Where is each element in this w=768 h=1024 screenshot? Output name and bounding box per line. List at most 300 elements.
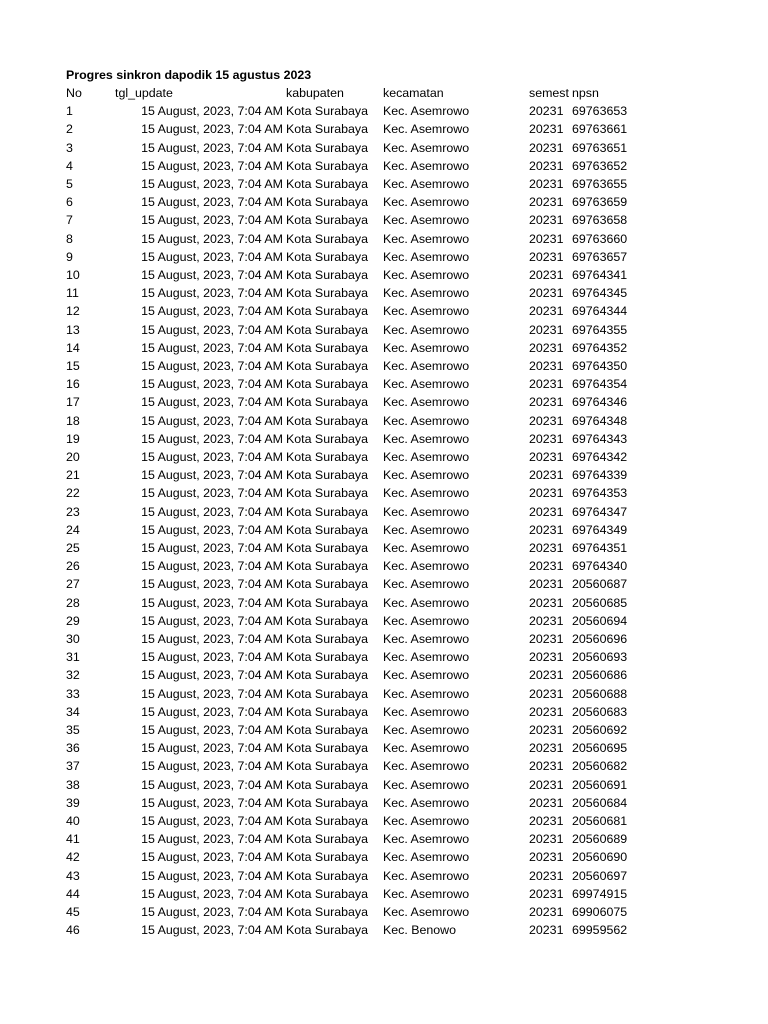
cell-tgl-update: 15 August, 2023, 7:04 AM bbox=[141, 249, 283, 264]
cell-npsn: 20560696 bbox=[572, 632, 628, 646]
cell-npsn: 69764340 bbox=[572, 559, 628, 574]
cell-npsn: 69764351 bbox=[572, 541, 628, 555]
cell-semester: 20231 bbox=[529, 613, 564, 628]
cell-semester: 20231 bbox=[529, 249, 564, 264]
cell-tgl-update: 15 August, 2023, 7:04 AM bbox=[141, 486, 283, 501]
cell-npsn: 69764350 bbox=[572, 359, 628, 373]
cell-no: 6 bbox=[66, 195, 73, 210]
cell-kabupaten: Kota Surabaya bbox=[286, 650, 368, 665]
cell-kabupaten: Kota Surabaya bbox=[286, 905, 368, 919]
cell-kecamatan: Kec. Asemrowo bbox=[383, 795, 470, 810]
table-row bbox=[0, 921, 768, 939]
cell-tgl-update: 15 August, 2023, 7:04 AM bbox=[141, 923, 283, 938]
cell-npsn: 69764346 bbox=[572, 395, 628, 410]
header-no: No bbox=[66, 86, 82, 100]
cell-kecamatan: Kec. Asemrowo bbox=[383, 177, 470, 191]
cell-kabupaten: Kota Surabaya bbox=[286, 322, 368, 337]
table-row bbox=[0, 448, 768, 466]
cell-no: 30 bbox=[66, 632, 80, 646]
cell-kabupaten: Kota Surabaya bbox=[286, 104, 368, 119]
cell-kecamatan: Kec. Asemrowo bbox=[383, 723, 470, 737]
cell-npsn: 20560686 bbox=[572, 668, 628, 683]
cell-tgl-update: 15 August, 2023, 7:04 AM bbox=[141, 195, 283, 210]
cell-no: 42 bbox=[66, 850, 80, 865]
cell-no: 41 bbox=[66, 832, 80, 847]
cell-tgl-update: 15 August, 2023, 7:04 AM bbox=[141, 468, 283, 483]
cell-kecamatan: Kec. Asemrowo bbox=[383, 814, 470, 828]
cell-npsn: 20560683 bbox=[572, 704, 628, 719]
cell-kabupaten: Kota Surabaya bbox=[286, 431, 368, 446]
cell-tgl-update: 15 August, 2023, 7:04 AM bbox=[141, 377, 283, 392]
cell-kecamatan: Kec. Asemrowo bbox=[383, 104, 470, 119]
cell-no: 20 bbox=[66, 450, 80, 464]
cell-tgl-update: 15 August, 2023, 7:04 AM bbox=[141, 650, 283, 665]
table-row bbox=[0, 685, 768, 703]
cell-kecamatan: Kec. Asemrowo bbox=[383, 777, 470, 792]
cell-kecamatan: Kec. Asemrowo bbox=[383, 395, 470, 410]
cell-kecamatan: Kec. Asemrowo bbox=[383, 377, 470, 392]
table-row bbox=[0, 648, 768, 666]
cell-npsn: 69764339 bbox=[572, 468, 628, 483]
cell-kecamatan: Kec. Asemrowo bbox=[383, 213, 470, 228]
cell-tgl-update: 15 August, 2023, 7:04 AM bbox=[141, 777, 283, 792]
cell-npsn: 20560681 bbox=[572, 814, 628, 828]
cell-kabupaten: Kota Surabaya bbox=[286, 923, 368, 938]
cell-semester: 20231 bbox=[529, 577, 564, 592]
cell-semester: 20231 bbox=[529, 541, 564, 555]
cell-kecamatan: Kec. Asemrowo bbox=[383, 249, 470, 264]
cell-tgl-update: 15 August, 2023, 7:04 AM bbox=[141, 541, 283, 555]
cell-kabupaten: Kota Surabaya bbox=[286, 668, 368, 683]
cell-kecamatan: Kec. Asemrowo bbox=[383, 450, 470, 464]
table-row bbox=[0, 521, 768, 539]
table-row bbox=[0, 757, 768, 775]
cell-npsn: 69764345 bbox=[572, 286, 628, 301]
cell-npsn: 20560685 bbox=[572, 595, 628, 610]
cell-no: 4 bbox=[66, 158, 73, 173]
cell-semester: 20231 bbox=[529, 595, 564, 610]
cell-npsn: 69763660 bbox=[572, 231, 628, 246]
cell-tgl-update: 15 August, 2023, 7:04 AM bbox=[141, 559, 283, 574]
cell-no: 9 bbox=[66, 249, 73, 264]
cell-semester: 20231 bbox=[529, 868, 564, 883]
table-row bbox=[0, 794, 768, 812]
cell-npsn: 69764343 bbox=[572, 431, 628, 446]
cell-no: 25 bbox=[66, 541, 80, 555]
cell-semester: 20231 bbox=[529, 195, 564, 210]
cell-kabupaten: Kota Surabaya bbox=[286, 359, 368, 373]
cell-npsn: 69764344 bbox=[572, 304, 628, 319]
cell-no: 13 bbox=[66, 322, 80, 337]
cell-no: 23 bbox=[66, 504, 80, 519]
cell-semester: 20231 bbox=[529, 322, 564, 337]
table-row bbox=[0, 812, 768, 830]
cell-kecamatan: Kec. Asemrowo bbox=[383, 613, 470, 628]
cell-npsn: 69763659 bbox=[572, 195, 628, 210]
cell-tgl-update: 15 August, 2023, 7:04 AM bbox=[141, 886, 283, 901]
table-row bbox=[0, 848, 768, 866]
cell-kecamatan: Kec. Asemrowo bbox=[383, 340, 470, 355]
table-row bbox=[0, 393, 768, 411]
cell-no: 38 bbox=[66, 777, 80, 792]
cell-semester: 20231 bbox=[529, 377, 564, 392]
cell-semester: 20231 bbox=[529, 832, 564, 847]
cell-kabupaten: Kota Surabaya bbox=[286, 613, 368, 628]
table-row bbox=[0, 375, 768, 393]
cell-kecamatan: Kec. Asemrowo bbox=[383, 905, 470, 919]
table-row bbox=[0, 139, 768, 157]
cell-kecamatan: Kec. Asemrowo bbox=[383, 468, 470, 483]
cell-kabupaten: Kota Surabaya bbox=[286, 522, 368, 537]
cell-npsn: 69764354 bbox=[572, 377, 628, 392]
cell-npsn: 20560690 bbox=[572, 850, 628, 865]
cell-kabupaten: Kota Surabaya bbox=[286, 395, 368, 410]
cell-tgl-update: 15 August, 2023, 7:04 AM bbox=[141, 122, 283, 137]
cell-kecamatan: Kec. Asemrowo bbox=[383, 322, 470, 337]
table-row bbox=[0, 903, 768, 921]
cell-kecamatan: Kec. Asemrowo bbox=[383, 704, 470, 719]
cell-no: 36 bbox=[66, 741, 80, 756]
table-row bbox=[0, 302, 768, 320]
cell-tgl-update: 15 August, 2023, 7:04 AM bbox=[141, 359, 283, 373]
table-row bbox=[0, 575, 768, 593]
table-row bbox=[0, 630, 768, 648]
cell-kecamatan: Kec. Asemrowo bbox=[383, 686, 470, 701]
cell-tgl-update: 15 August, 2023, 7:04 AM bbox=[141, 140, 283, 155]
cell-no: 31 bbox=[66, 650, 80, 665]
cell-kecamatan: Kec. Asemrowo bbox=[383, 268, 470, 282]
cell-semester: 20231 bbox=[529, 704, 564, 719]
cell-kabupaten: Kota Surabaya bbox=[286, 122, 368, 137]
cell-npsn: 69974915 bbox=[572, 886, 628, 901]
cell-kecamatan: Kec. Asemrowo bbox=[383, 304, 470, 319]
cell-no: 37 bbox=[66, 759, 80, 774]
cell-kabupaten: Kota Surabaya bbox=[286, 304, 368, 319]
header-tgl-update: tgl_update bbox=[115, 86, 173, 100]
cell-semester: 20231 bbox=[529, 268, 564, 282]
cell-semester: 20231 bbox=[529, 741, 564, 756]
cell-no: 5 bbox=[66, 177, 73, 191]
cell-tgl-update: 15 August, 2023, 7:04 AM bbox=[141, 286, 283, 301]
cell-tgl-update: 15 August, 2023, 7:04 AM bbox=[141, 832, 283, 847]
header-semester: semest bbox=[529, 86, 569, 100]
cell-kabupaten: Kota Surabaya bbox=[286, 213, 368, 228]
cell-npsn: 69764355 bbox=[572, 322, 628, 337]
cell-kecamatan: Kec. Asemrowo bbox=[383, 832, 470, 847]
cell-semester: 20231 bbox=[529, 759, 564, 774]
cell-semester: 20231 bbox=[529, 431, 564, 446]
cell-semester: 20231 bbox=[529, 450, 564, 464]
cell-kabupaten: Kota Surabaya bbox=[286, 850, 368, 865]
cell-tgl-update: 15 August, 2023, 7:04 AM bbox=[141, 795, 283, 810]
table-row bbox=[0, 503, 768, 521]
cell-tgl-update: 15 August, 2023, 7:04 AM bbox=[141, 304, 283, 319]
cell-tgl-update: 15 August, 2023, 7:04 AM bbox=[141, 577, 283, 592]
cell-no: 39 bbox=[66, 795, 80, 810]
cell-kabupaten: Kota Surabaya bbox=[286, 814, 368, 828]
table-row bbox=[0, 175, 768, 193]
cell-no: 12 bbox=[66, 304, 80, 319]
cell-npsn: 20560697 bbox=[572, 868, 628, 883]
cell-kecamatan: Kec. Asemrowo bbox=[383, 668, 470, 683]
cell-kecamatan: Kec. Asemrowo bbox=[383, 850, 470, 865]
cell-kabupaten: Kota Surabaya bbox=[286, 158, 368, 173]
cell-semester: 20231 bbox=[529, 923, 564, 938]
table-row bbox=[0, 412, 768, 430]
cell-no: 14 bbox=[66, 340, 80, 355]
cell-semester: 20231 bbox=[529, 777, 564, 792]
cell-tgl-update: 15 August, 2023, 7:04 AM bbox=[141, 268, 283, 282]
header-npsn: npsn bbox=[572, 86, 599, 100]
cell-no: 44 bbox=[66, 886, 80, 901]
cell-tgl-update: 15 August, 2023, 7:04 AM bbox=[141, 213, 283, 228]
cell-kecamatan: Kec. Asemrowo bbox=[383, 886, 470, 901]
cell-kecamatan: Kec. Asemrowo bbox=[383, 504, 470, 519]
cell-kabupaten: Kota Surabaya bbox=[286, 413, 368, 428]
sheet-title: Progres sinkron dapodik 15 agustus 2023 bbox=[66, 68, 312, 82]
cell-semester: 20231 bbox=[529, 177, 564, 191]
cell-no: 32 bbox=[66, 668, 80, 683]
table-row bbox=[0, 157, 768, 175]
cell-kabupaten: Kota Surabaya bbox=[286, 450, 368, 464]
table-row bbox=[0, 230, 768, 248]
cell-no: 40 bbox=[66, 814, 80, 828]
cell-semester: 20231 bbox=[529, 686, 564, 701]
table-row bbox=[0, 211, 768, 229]
table-row bbox=[0, 102, 768, 120]
cell-kecamatan: Kec. Asemrowo bbox=[383, 650, 470, 665]
cell-semester: 20231 bbox=[529, 413, 564, 428]
table-header-row bbox=[0, 84, 768, 102]
cell-no: 15 bbox=[66, 359, 80, 373]
cell-semester: 20231 bbox=[529, 468, 564, 483]
cell-kabupaten: Kota Surabaya bbox=[286, 595, 368, 610]
cell-kabupaten: Kota Surabaya bbox=[286, 541, 368, 555]
cell-npsn: 20560692 bbox=[572, 723, 628, 737]
cell-kecamatan: Kec. Asemrowo bbox=[383, 122, 470, 137]
cell-semester: 20231 bbox=[529, 286, 564, 301]
cell-semester: 20231 bbox=[529, 795, 564, 810]
header-kecamatan: kecamatan bbox=[383, 86, 444, 100]
cell-tgl-update: 15 August, 2023, 7:04 AM bbox=[141, 632, 283, 646]
table-row bbox=[0, 466, 768, 484]
cell-kecamatan: Kec. Asemrowo bbox=[383, 286, 470, 301]
cell-kecamatan: Kec. Asemrowo bbox=[383, 140, 470, 155]
table-row bbox=[0, 739, 768, 757]
cell-kecamatan: Kec. Asemrowo bbox=[383, 632, 470, 646]
cell-kabupaten: Kota Surabaya bbox=[286, 231, 368, 246]
cell-tgl-update: 15 August, 2023, 7:04 AM bbox=[141, 431, 283, 446]
cell-semester: 20231 bbox=[529, 668, 564, 683]
cell-kabupaten: Kota Surabaya bbox=[286, 195, 368, 210]
cell-kabupaten: Kota Surabaya bbox=[286, 340, 368, 355]
cell-npsn: 20560693 bbox=[572, 650, 628, 665]
cell-no: 11 bbox=[66, 286, 79, 301]
cell-tgl-update: 15 August, 2023, 7:04 AM bbox=[141, 723, 283, 737]
cell-tgl-update: 15 August, 2023, 7:04 AM bbox=[141, 231, 283, 246]
cell-no: 18 bbox=[66, 413, 80, 428]
cell-kabupaten: Kota Surabaya bbox=[286, 504, 368, 519]
table-row bbox=[0, 248, 768, 266]
cell-kecamatan: Kec. Asemrowo bbox=[383, 158, 470, 173]
cell-npsn: 20560688 bbox=[572, 686, 628, 701]
cell-kabupaten: Kota Surabaya bbox=[286, 632, 368, 646]
table-row bbox=[0, 484, 768, 502]
table-row bbox=[0, 721, 768, 739]
cell-no: 28 bbox=[66, 595, 80, 610]
cell-tgl-update: 15 August, 2023, 7:04 AM bbox=[141, 868, 283, 883]
cell-kecamatan: Kec. Asemrowo bbox=[383, 759, 470, 774]
cell-kabupaten: Kota Surabaya bbox=[286, 777, 368, 792]
cell-tgl-update: 15 August, 2023, 7:04 AM bbox=[141, 177, 283, 191]
cell-tgl-update: 15 August, 2023, 7:04 AM bbox=[141, 395, 283, 410]
cell-kecamatan: Kec. Asemrowo bbox=[383, 231, 470, 246]
table-row bbox=[0, 193, 768, 211]
cell-no: 1 bbox=[66, 104, 73, 119]
table-row bbox=[0, 266, 768, 284]
cell-no: 24 bbox=[66, 522, 80, 537]
table-row bbox=[0, 666, 768, 684]
cell-npsn: 69764353 bbox=[572, 486, 628, 501]
cell-kabupaten: Kota Surabaya bbox=[286, 468, 368, 483]
cell-no: 43 bbox=[66, 868, 80, 883]
cell-npsn: 69763651 bbox=[572, 140, 628, 155]
table-row bbox=[0, 867, 768, 885]
cell-semester: 20231 bbox=[529, 850, 564, 865]
table-row bbox=[0, 703, 768, 721]
cell-tgl-update: 15 August, 2023, 7:04 AM bbox=[141, 759, 283, 774]
cell-kecamatan: Kec. Asemrowo bbox=[383, 431, 470, 446]
cell-no: 16 bbox=[66, 377, 80, 392]
cell-tgl-update: 15 August, 2023, 7:04 AM bbox=[141, 450, 283, 464]
header-kabupaten: kabupaten bbox=[286, 86, 344, 100]
cell-kecamatan: Kec. Asemrowo bbox=[383, 413, 470, 428]
cell-kabupaten: Kota Surabaya bbox=[286, 886, 368, 901]
cell-semester: 20231 bbox=[529, 504, 564, 519]
cell-npsn: 20560684 bbox=[572, 795, 628, 810]
cell-semester: 20231 bbox=[529, 158, 564, 173]
cell-kabupaten: Kota Surabaya bbox=[286, 140, 368, 155]
cell-no: 29 bbox=[66, 613, 80, 628]
cell-kabupaten: Kota Surabaya bbox=[286, 377, 368, 392]
cell-tgl-update: 15 August, 2023, 7:04 AM bbox=[141, 850, 283, 865]
cell-no: 34 bbox=[66, 704, 80, 719]
cell-kecamatan: Kec. Asemrowo bbox=[383, 559, 470, 574]
cell-npsn: 69764348 bbox=[572, 413, 628, 428]
cell-kecamatan: Kec. Asemrowo bbox=[383, 541, 470, 555]
cell-tgl-update: 15 August, 2023, 7:04 AM bbox=[141, 322, 283, 337]
cell-semester: 20231 bbox=[529, 304, 564, 319]
cell-npsn: 69764341 bbox=[572, 268, 628, 282]
cell-npsn: 69763658 bbox=[572, 213, 628, 228]
cell-npsn: 69763661 bbox=[572, 122, 628, 137]
cell-no: 21 bbox=[66, 468, 80, 483]
table-row bbox=[0, 321, 768, 339]
table-row bbox=[0, 539, 768, 557]
cell-npsn: 69764349 bbox=[572, 522, 628, 537]
cell-npsn: 69763655 bbox=[572, 177, 628, 191]
cell-npsn: 69959562 bbox=[572, 923, 628, 938]
cell-semester: 20231 bbox=[529, 122, 564, 137]
cell-tgl-update: 15 August, 2023, 7:04 AM bbox=[141, 595, 283, 610]
table-row bbox=[0, 612, 768, 630]
cell-no: 33 bbox=[66, 686, 80, 701]
cell-semester: 20231 bbox=[529, 905, 564, 919]
table-row bbox=[0, 776, 768, 794]
cell-no: 3 bbox=[66, 140, 73, 155]
cell-no: 17 bbox=[66, 395, 80, 410]
cell-npsn: 69763652 bbox=[572, 158, 628, 173]
cell-no: 2 bbox=[66, 122, 73, 137]
cell-npsn: 69764352 bbox=[572, 340, 628, 355]
cell-kabupaten: Kota Surabaya bbox=[286, 286, 368, 301]
cell-kecamatan: Kec. Asemrowo bbox=[383, 486, 470, 501]
cell-kabupaten: Kota Surabaya bbox=[286, 723, 368, 737]
cell-kabupaten: Kota Surabaya bbox=[286, 832, 368, 847]
cell-kecamatan: Kec. Asemrowo bbox=[383, 577, 470, 592]
cell-tgl-update: 15 August, 2023, 7:04 AM bbox=[141, 686, 283, 701]
cell-semester: 20231 bbox=[529, 486, 564, 501]
cell-tgl-update: 15 August, 2023, 7:04 AM bbox=[141, 504, 283, 519]
cell-kabupaten: Kota Surabaya bbox=[286, 486, 368, 501]
cell-npsn: 20560689 bbox=[572, 832, 628, 847]
cell-npsn: 69764347 bbox=[572, 504, 628, 519]
cell-no: 8 bbox=[66, 231, 73, 246]
cell-npsn: 69764342 bbox=[572, 450, 628, 464]
cell-npsn: 69906075 bbox=[572, 905, 628, 919]
cell-npsn: 69763657 bbox=[572, 249, 628, 264]
cell-semester: 20231 bbox=[529, 723, 564, 737]
cell-semester: 20231 bbox=[529, 522, 564, 537]
cell-no: 22 bbox=[66, 486, 80, 501]
cell-tgl-update: 15 August, 2023, 7:04 AM bbox=[141, 413, 283, 428]
cell-kabupaten: Kota Surabaya bbox=[286, 741, 368, 756]
cell-npsn: 20560695 bbox=[572, 741, 628, 756]
table-row bbox=[0, 885, 768, 903]
cell-semester: 20231 bbox=[529, 359, 564, 373]
cell-tgl-update: 15 August, 2023, 7:04 AM bbox=[141, 613, 283, 628]
cell-kabupaten: Kota Surabaya bbox=[286, 268, 368, 282]
table-row bbox=[0, 594, 768, 612]
cell-npsn: 20560694 bbox=[572, 613, 628, 628]
cell-semester: 20231 bbox=[529, 231, 564, 246]
cell-kecamatan: Kec. Asemrowo bbox=[383, 522, 470, 537]
cell-semester: 20231 bbox=[529, 140, 564, 155]
cell-semester: 20231 bbox=[529, 213, 564, 228]
cell-kecamatan: Kec. Asemrowo bbox=[383, 595, 470, 610]
cell-semester: 20231 bbox=[529, 340, 564, 355]
table-row bbox=[0, 557, 768, 575]
cell-semester: 20231 bbox=[529, 395, 564, 410]
cell-kecamatan: Kec. Asemrowo bbox=[383, 868, 470, 883]
cell-kabupaten: Kota Surabaya bbox=[286, 868, 368, 883]
cell-semester: 20231 bbox=[529, 814, 564, 828]
cell-semester: 20231 bbox=[529, 650, 564, 665]
cell-no: 27 bbox=[66, 577, 80, 592]
cell-kabupaten: Kota Surabaya bbox=[286, 795, 368, 810]
cell-kecamatan: Kec. Asemrowo bbox=[383, 741, 470, 756]
table-row bbox=[0, 120, 768, 138]
cell-kecamatan: Kec. Benowo bbox=[383, 923, 457, 938]
cell-kabupaten: Kota Surabaya bbox=[286, 577, 368, 592]
cell-semester: 20231 bbox=[529, 886, 564, 901]
cell-kabupaten: Kota Surabaya bbox=[286, 686, 368, 701]
cell-tgl-update: 15 August, 2023, 7:04 AM bbox=[141, 905, 283, 919]
cell-kabupaten: Kota Surabaya bbox=[286, 177, 368, 191]
cell-tgl-update: 15 August, 2023, 7:04 AM bbox=[141, 158, 283, 173]
cell-tgl-update: 15 August, 2023, 7:04 AM bbox=[141, 704, 283, 719]
cell-kabupaten: Kota Surabaya bbox=[286, 559, 368, 574]
